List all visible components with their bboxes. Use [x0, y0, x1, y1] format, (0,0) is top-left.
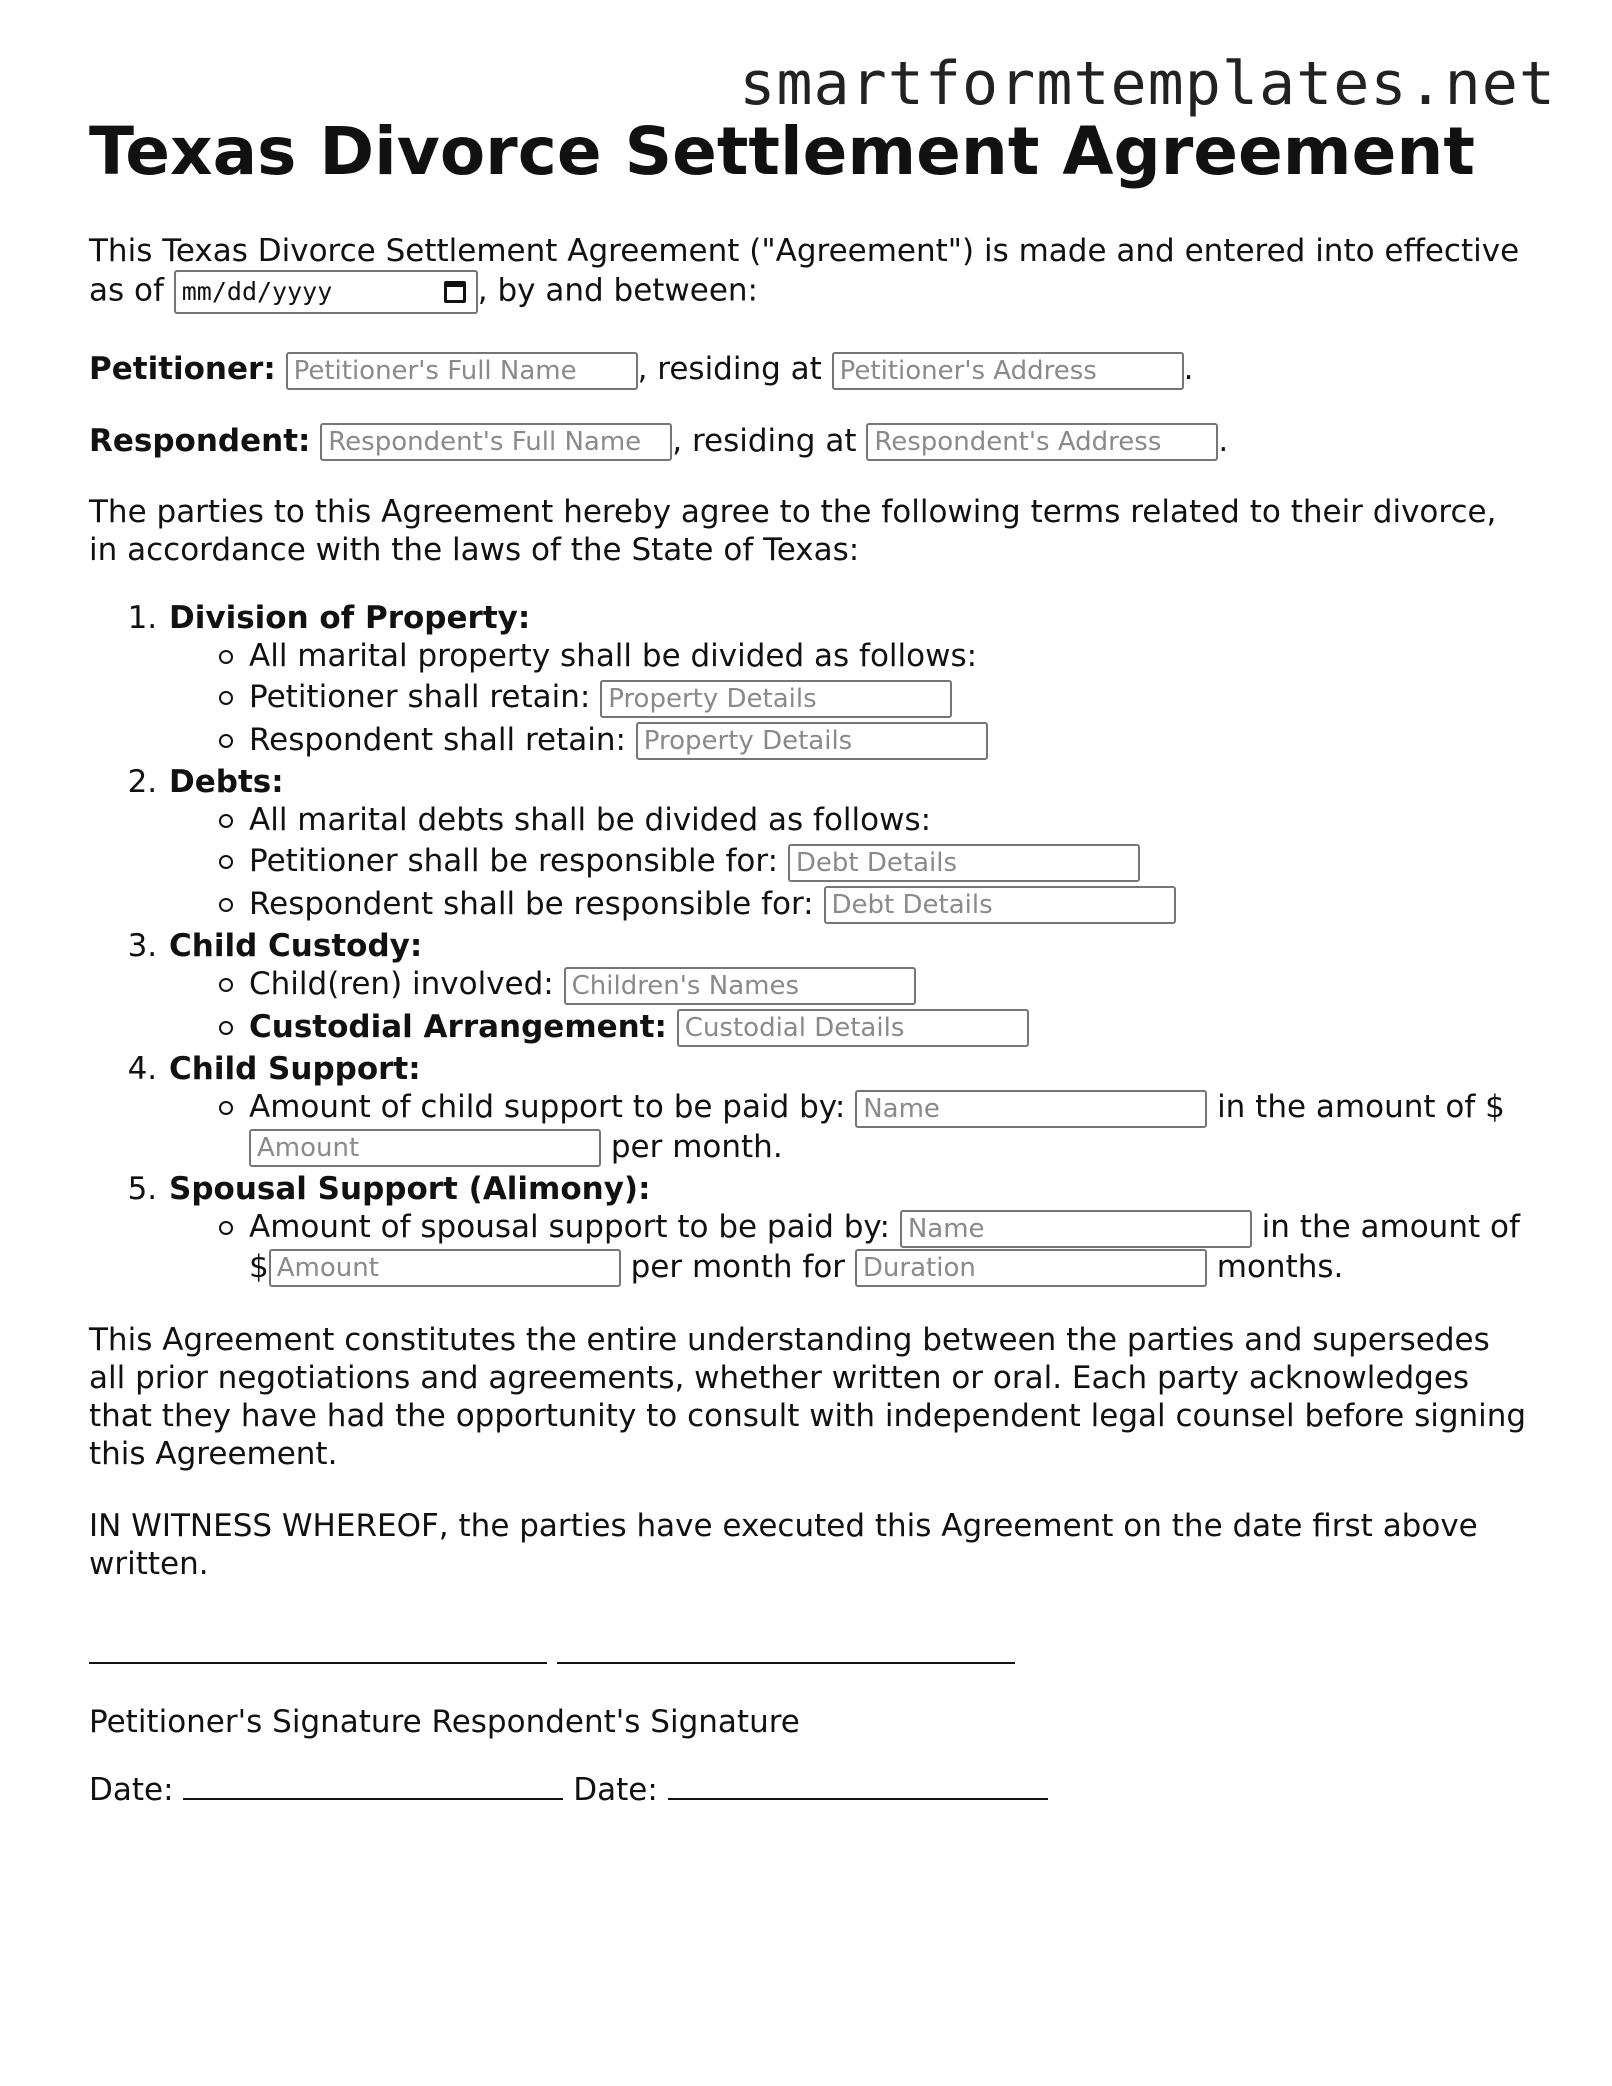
- section-title: Child Custody:: [169, 928, 423, 964]
- list-item: [249, 965, 1529, 1005]
- petitioner-signature-line[interactable]: [89, 1644, 547, 1664]
- respondent-property-input[interactable]: [636, 722, 988, 760]
- list-item: [249, 842, 1529, 882]
- list-item: [249, 885, 1529, 925]
- list-item: [249, 1088, 1529, 1167]
- item-label: Respondent shall retain:: [249, 721, 626, 758]
- spousal-support-duration-input[interactable]: [855, 1249, 1207, 1287]
- section-custody: [167, 927, 1529, 1047]
- children-names-input[interactable]: [564, 967, 916, 1005]
- list-item: [249, 1008, 1529, 1048]
- effective-date-input[interactable]: [174, 270, 478, 314]
- petitioner-end: .: [1183, 351, 1194, 387]
- item-label: Child(ren) involved:: [249, 966, 554, 1002]
- spousal-support-amount-input[interactable]: [269, 1249, 621, 1287]
- amount-label: in the amount of $: [1217, 1089, 1505, 1125]
- page-title: Texas Divorce Settlement Agreement: [89, 113, 1475, 190]
- document: [89, 112, 1529, 1809]
- custody-items: [169, 965, 1529, 1047]
- respondent-address-input[interactable]: [866, 423, 1218, 461]
- list-item: [249, 721, 1529, 761]
- respondent-date-line[interactable]: [668, 1774, 1048, 1800]
- petitioner-date-line[interactable]: [183, 1774, 563, 1800]
- petitioner-property-input[interactable]: [600, 680, 952, 718]
- terms-list: [89, 599, 1529, 1287]
- witness-paragraph: IN WITNESS WHEREOF, the parties have executed this Agreement on the date first above written.: [89, 1508, 1478, 1582]
- petitioner-name-input[interactable]: [286, 352, 638, 390]
- date-placeholder: mm/dd/yyyy: [181, 277, 333, 306]
- section-title: Division of Property:: [169, 600, 531, 636]
- item-label: Custodial Arrangement:: [249, 1008, 667, 1045]
- item-label: Petitioner shall be responsible for:: [249, 843, 779, 879]
- list-item: [249, 678, 1529, 718]
- watermark: smartformtemplates.net: [739, 49, 1556, 119]
- section-debts: [167, 763, 1529, 924]
- section-child-support: [167, 1050, 1529, 1167]
- petitioner-address-input[interactable]: [832, 352, 1184, 390]
- date-label: Date:: [89, 1772, 174, 1808]
- section-title: Spousal Support (Alimony):: [169, 1171, 651, 1207]
- petitioner-label: Petitioner:: [89, 351, 276, 387]
- months-label: months.: [1216, 1248, 1344, 1285]
- child-support-payer-input[interactable]: [855, 1090, 1207, 1128]
- signature-labels: Petitioner's Signature Respondent's Signature: [89, 1704, 800, 1740]
- item-label: Amount of child support to be paid by:: [249, 1089, 846, 1125]
- respondent-row: [89, 422, 1529, 462]
- respondent-label: Respondent:: [89, 422, 311, 459]
- petitioner-residing-text: , residing at: [637, 351, 822, 387]
- section-spousal-support: [167, 1170, 1529, 1287]
- signature-lines: [89, 1635, 1529, 1673]
- debts-items: [169, 801, 1529, 924]
- section-title: Child Support:: [169, 1051, 421, 1087]
- petitioner-row: [89, 350, 1529, 390]
- item-label: Petitioner shall retain:: [249, 679, 591, 715]
- intro-text-after: , by and between:: [477, 272, 759, 309]
- respondent-end: .: [1218, 422, 1229, 459]
- per-month-for-label: per month for: [630, 1248, 846, 1285]
- amount-label: in the amount of $: [249, 1209, 1520, 1285]
- respondent-residing-text: , residing at: [672, 422, 857, 459]
- list-item: All marital debts shall be divided as follows:: [249, 801, 1529, 839]
- list-item: All marital property shall be divided as follows:: [249, 637, 1529, 675]
- spousal-support-payer-input[interactable]: [900, 1210, 1252, 1248]
- respondent-signature-line[interactable]: [557, 1644, 1015, 1664]
- terms-lead: The parties to this Agreement hereby agree to the following terms related to their divorce, in accordance with the laws of the State of Texas:: [89, 494, 1497, 568]
- child-support-amount-input[interactable]: [249, 1129, 601, 1167]
- spousal-support-items: [169, 1208, 1529, 1287]
- respondent-debt-input[interactable]: [824, 886, 1176, 924]
- section-property: [167, 599, 1529, 760]
- intro-paragraph: [89, 232, 1529, 314]
- list-item: [249, 1208, 1529, 1287]
- intro-text: This Texas Divorce Settlement Agreement ("Agreement") is made and entered into effective as of: [89, 233, 1520, 309]
- entire-agreement-paragraph: This Agreement constitutes the entire understanding between the parties and supersedes all prior negotiations and agreements, whether written or oral. Each party acknowledges that they have had the opportunity to consult with independent legal counsel before signing this Agreement.: [89, 1322, 1527, 1472]
- respondent-name-input[interactable]: [320, 423, 672, 461]
- custodial-details-input[interactable]: [677, 1009, 1029, 1047]
- child-support-items: [169, 1088, 1529, 1167]
- property-items: [169, 637, 1529, 760]
- section-title: Debts:: [169, 764, 284, 800]
- signature-dates: [89, 1771, 1529, 1809]
- per-month-label: per month.: [610, 1128, 783, 1165]
- date-label: Date:: [573, 1772, 658, 1808]
- petitioner-debt-input[interactable]: [788, 844, 1140, 882]
- calendar-icon[interactable]: [444, 281, 466, 303]
- item-label: Respondent shall be responsible for:: [249, 885, 814, 922]
- item-label: Amount of spousal support to be paid by:: [249, 1209, 890, 1245]
